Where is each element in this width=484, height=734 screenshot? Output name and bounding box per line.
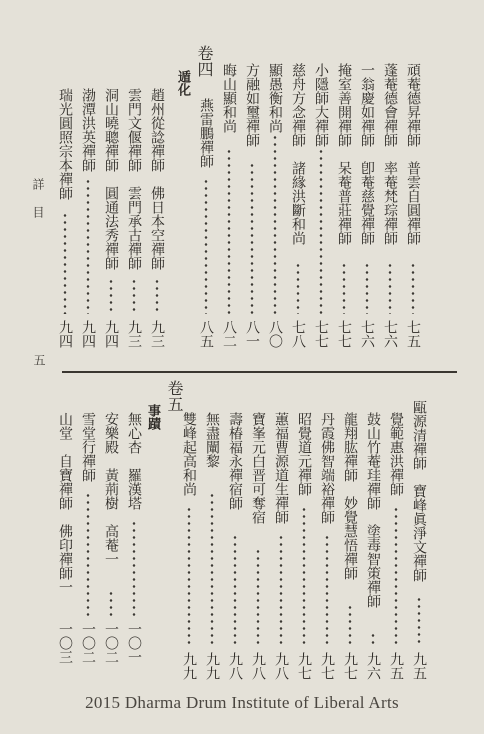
toc-entry: 無盡闡黎	[204, 412, 220, 468]
toc-entry: 甌源清禪師 寶峰眞淨文禪師	[411, 400, 427, 582]
entry-page: 九五	[411, 652, 427, 680]
entry-page: 九七	[342, 652, 358, 680]
leader-dots	[394, 506, 398, 646]
leader-dots	[250, 162, 254, 314]
entry-page: 九五	[388, 652, 404, 680]
entry-page: 八〇	[267, 320, 283, 348]
leader-dots	[86, 492, 90, 618]
toc-entry: 鼓山竹菴珪禪師 塗毒智策禪師	[365, 412, 381, 608]
entry-page: 一〇一	[126, 622, 142, 664]
leader-dots	[348, 604, 352, 646]
entry-page: 八一	[244, 320, 260, 348]
leader-dots	[371, 632, 375, 646]
running-title: 詳目	[31, 178, 45, 234]
volume-heading-4: 卷四	[195, 45, 214, 77]
leader-dots	[325, 534, 329, 646]
toc-entry: 壽椿福永禪宿師	[227, 412, 243, 510]
leader-dots	[227, 148, 231, 314]
toc-entry: 山堂 自寶禪師 佛印禪師一	[57, 412, 73, 594]
leader-dots	[342, 262, 346, 314]
leader-dots	[302, 506, 306, 646]
leader-dots	[365, 262, 369, 314]
section-heading-upper: 遁化	[175, 70, 190, 96]
leader-dots	[319, 148, 323, 314]
toc-entry: 趙州從諗禪師 佛日本空禪師	[149, 88, 165, 270]
toc-entry: 蕙福曹源道生禪師	[273, 412, 289, 524]
entry-page: 九六	[365, 652, 381, 680]
toc-entry: 雪堂行禪師	[80, 412, 96, 482]
entry-page: 一〇二	[80, 622, 96, 664]
entry-page: 八五	[198, 320, 214, 348]
toc-entry: 瑞光圓照宗本禪師	[57, 88, 73, 200]
volume-heading-5: 卷五	[165, 380, 184, 412]
leader-dots	[86, 178, 90, 314]
toc-entry: 蓬菴德會禪師 率菴梵琮禪師	[382, 63, 398, 245]
entry-page: 一〇三	[57, 622, 73, 664]
toc-entry: 安樂殿 黃荊樹 高菴一	[103, 412, 119, 566]
entry-page: 九八	[273, 652, 289, 680]
page-number: 五	[32, 354, 46, 366]
toc-entry: 小隱師大禪師	[313, 63, 329, 147]
toc-entry: 渤潭洪英禪師	[80, 88, 96, 172]
entry-page: 七六	[382, 320, 398, 348]
entry-page: 九七	[319, 652, 335, 680]
entry-page: 七八	[290, 320, 306, 348]
entry-page: 九四	[57, 320, 73, 348]
leader-dots	[132, 278, 136, 314]
leader-dots	[155, 278, 159, 314]
leader-dots	[204, 178, 208, 314]
leader-dots	[233, 534, 237, 646]
entry-page: 九四	[103, 320, 119, 348]
toc-entry: 方融如璽禪師	[244, 63, 260, 147]
leader-dots	[417, 596, 421, 646]
entry-page: 九八	[227, 652, 243, 680]
entry-page: 九七	[296, 652, 312, 680]
leader-dots	[109, 278, 113, 314]
entry-page: 七五	[405, 320, 421, 348]
entry-page: 七七	[313, 320, 329, 348]
entry-page: 九三	[126, 320, 142, 348]
toc-entry: 丹霞佛智端裕禪師	[319, 412, 335, 524]
leader-dots	[63, 212, 67, 314]
toc-entry: 晦山顯和尚	[221, 63, 237, 133]
entry-page: 一〇二	[103, 622, 119, 664]
toc-entry: 掩室善開禪師 呆菴普莊禪師	[336, 63, 352, 245]
entry-page: 七七	[336, 320, 352, 348]
entry-page: 九八	[250, 652, 266, 680]
watermark-text: 2015 Dharma Drum Institute of Liberal Arts	[85, 693, 399, 712]
toc-entry: 覺範惠洪禪師	[388, 412, 404, 496]
leader-dots	[388, 262, 392, 314]
toc-entry: 頑菴德昇禪師 普雲自圓禪師	[405, 63, 421, 245]
toc-entry: 龍翔肱禪師 妙覺慧悟禪師	[342, 412, 358, 580]
toc-entry: 昭覺道元禪師	[296, 412, 312, 496]
entry-page: 九三	[149, 320, 165, 348]
leader-dots	[296, 262, 300, 314]
leader-dots	[109, 590, 113, 618]
toc-entry: 雙峰起高和尚	[181, 412, 197, 496]
entry-page: 八二	[221, 320, 237, 348]
leader-dots	[279, 534, 283, 646]
toc-entry: 慈舟方念禪師 諸緣洪斷和尚	[290, 63, 306, 245]
leader-dots	[411, 262, 415, 314]
entry-page: 九四	[80, 320, 96, 348]
leader-dots	[273, 134, 277, 314]
divider-rule	[62, 371, 457, 373]
section-heading-lower: 事蹟	[145, 404, 160, 430]
leader-dots	[187, 506, 191, 646]
toc-entry: 無心杏 羅漢塔	[126, 412, 142, 510]
toc-entry: 燕雷鵬禪師	[198, 98, 214, 168]
toc-entry: 一翁慶如禪師 卽菴慈覺禪師	[359, 63, 375, 245]
leader-dots	[256, 548, 260, 646]
toc-entry: 雲門文偃禪師 雲門承古禪師	[126, 88, 142, 270]
toc-entry: 顯愚衡和尚	[267, 63, 283, 133]
entry-page: 七六	[359, 320, 375, 348]
leader-dots	[132, 520, 136, 618]
leader-dots	[210, 492, 214, 646]
entry-page: 九九	[181, 652, 197, 680]
toc-entry: 洞山曉聰禪師 圓通法秀禪師	[103, 88, 119, 270]
entry-page: 九九	[204, 652, 220, 680]
toc-entry: 寶峯元白晋可奪宿	[250, 412, 266, 524]
